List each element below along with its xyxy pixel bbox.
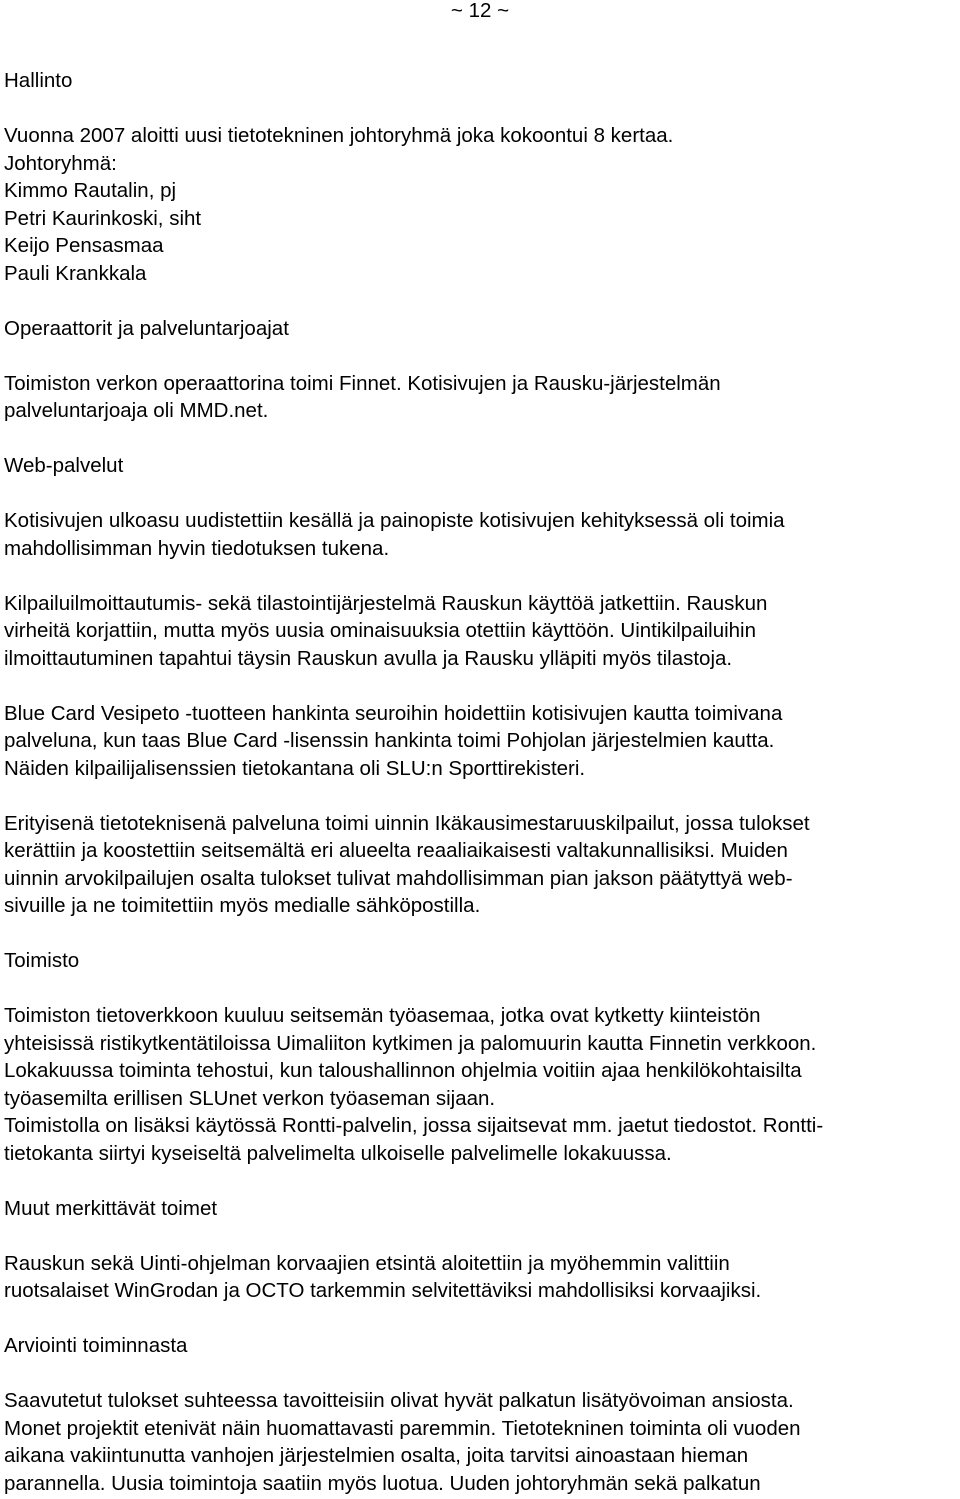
toimisto-paragraph xyxy=(4,1002,949,1167)
text-line: aikana vakiintunutta vanhojen järjestelmien osalta, joita tarvitsi ainoastaan hieman xyxy=(4,1444,749,1467)
section-heading-operaattorit: Operaattorit ja palveluntarjoajat xyxy=(4,316,289,340)
text-line: Vuonna 2007 aloitti uusi tietotekninen johtoryhmä joka kokoontui 8 kertaa. xyxy=(4,124,674,147)
arviointi-paragraph xyxy=(4,1387,949,1497)
text-line: Monet projektit etenivät näin huomattavasti paremmin. Tietotekninen toiminta oli vuoden xyxy=(4,1416,801,1440)
text-line: mahdollisimman hyvin tiedotuksen tukena. xyxy=(4,536,390,560)
hallinto-paragraph xyxy=(4,122,949,287)
page-number: ~ 12 ~ xyxy=(450,0,510,22)
text-line: Keijo Pensasmaa xyxy=(4,234,164,257)
text-line: Toimistolla on lisäksi käytössä Rontti-palvelin, jossa sijaitsevat mm. jaetut tiedostot. Rontti- xyxy=(4,1114,824,1137)
text-line: palveluna, kun taas Blue Card -lisenssin hankinta toimi Pohjolan järjestelmien kautta. xyxy=(4,729,775,752)
text-line: yhteisissä ristikytkentätiloissa Uimaliiton kytkimen ja palomuurin kautta Finnetin verkkoon. xyxy=(4,1031,817,1055)
text-line: ruotsalaiset WinGrodan ja OCTO tarkemmin selvitettäviksi mahdollisiksi korvaajiksi. xyxy=(4,1279,762,1302)
text-line: parannella. Uusia toimintoja saatiin myös luotua. Uuden johtoryhmän sekä palkatun xyxy=(4,1471,761,1495)
text-line: Kilpailuilmoittautumis- sekä tilastointijärjestelmä Rauskun käyttöä jatkettiin. Rauskun xyxy=(4,591,768,615)
section-heading-toimisto: Toimisto xyxy=(4,949,80,972)
web-paragraph-3 xyxy=(4,700,949,783)
text-line: Näiden kilpailijalisenssien tietokantana oli SLU:n Sporttirekisteri. xyxy=(4,756,586,780)
text-line: uinnin arvokilpailujen osalta tulokset tulivat mahdollisimman pian jakson päätyttyä web- xyxy=(4,866,793,890)
text-line: Toimiston verkon operaattorina toimi Finnet. Kotisivujen ja Rausku-järjestelmän xyxy=(4,371,721,395)
text-line: ilmoittautuminen tapahtui täysin Rauskun avulla ja Rausku ylläpiti myös tilastoja. xyxy=(4,646,733,670)
text-line: tietokanta siirtyi kyseiseltä palvelimelta ulkoiselle palvelimelle lokakuussa. xyxy=(4,1141,672,1165)
text-line: Toimiston tietoverkkoon kuuluu seitsemän työasemaa, jotka ovat kytketty kiinteistön xyxy=(4,1004,761,1027)
muut-paragraph xyxy=(4,1250,949,1305)
text-line: sivuille ja ne toimitettiin myös medialle sähköpostilla. xyxy=(4,894,481,917)
text-line: Johtoryhmä: xyxy=(4,151,117,175)
text-line: työasemilta erillisen SLUnet verkon työaseman sijaan. xyxy=(4,1086,496,1110)
text-line: Saavutetut tulokset suhteessa tavoitteisiin olivat hyvät palkatun lisätyövoiman ansiosta. xyxy=(4,1389,794,1412)
web-paragraph-2 xyxy=(4,590,949,673)
text-line: Erityisenä tietoteknisenä palveluna toimi uinnin Ikäkausimestaruuskilpailut, jossa tulokset xyxy=(4,811,810,835)
text-line: Kotisivujen ulkoasu uudistettiin kesällä ja painopiste kotisivujen kehityksessä oli toimia xyxy=(4,509,785,532)
operaattorit-paragraph xyxy=(4,370,949,425)
text-line: palveluntarjoaja oli MMD.net. xyxy=(4,399,269,422)
text-line: Pauli Krankkala xyxy=(4,261,147,285)
text-line: Blue Card Vesipeto -tuotteen hankinta seuroihin hoidettiin kotisivujen kautta toimivana xyxy=(4,701,783,725)
text-line: Kimmo Rautalin, pj xyxy=(4,179,177,202)
web-paragraph-4 xyxy=(4,810,949,920)
section-heading-hallinto: Hallinto xyxy=(4,69,73,92)
text-line: Lokakuussa toiminta tehostui, kun taloushallinnon ohjelmia voitiin ajaa henkilökohtaisilta xyxy=(4,1059,802,1082)
text-line: Petri Kaurinkoski, siht xyxy=(4,206,202,230)
section-heading-web-palvelut: Web-palvelut xyxy=(4,454,124,477)
section-heading-muut: Muut merkittävät toimet xyxy=(4,1196,218,1220)
document-body xyxy=(4,67,949,1497)
text-line: Rauskun sekä Uinti-ohjelman korvaajien etsintä aloitettiin ja myöhemmin valittiin xyxy=(4,1251,730,1275)
text-line: virheitä korjattiin, mutta myös uusia ominaisuuksia otettiin käyttöön. Uintikilpailuihin xyxy=(4,619,757,642)
section-heading-arviointi: Arviointi toiminnasta xyxy=(4,1334,188,1357)
text-line: kerättiin ja koostettiin seitsemältä eri alueelta reaaliaikaisesti valtakunnallisiksi. Muiden xyxy=(4,839,788,862)
web-paragraph-1 xyxy=(4,507,949,562)
